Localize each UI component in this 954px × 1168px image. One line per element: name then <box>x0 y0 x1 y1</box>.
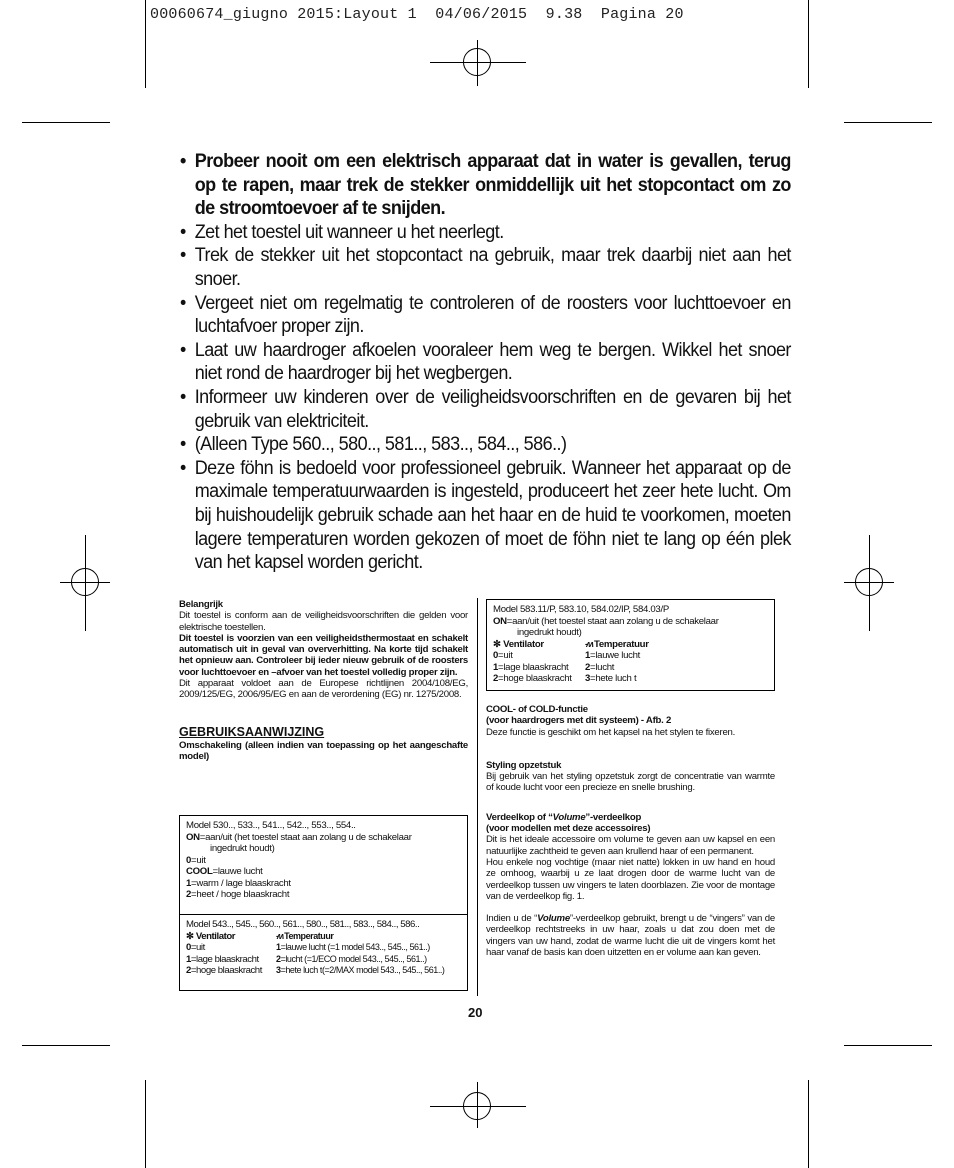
model-line: Model 583.11/P, 583.10, 584.02/IP, 584.03/P <box>493 604 669 615</box>
page-number: 20 <box>468 1005 483 1020</box>
model-table: Model 583.11/P, 583.10, 584.02/IP, 584.03/P ON=aan/uit (het toestel staat aan zolang u de schakelaar ingedrukt houdt) ✻ Ventilator 0=uit 1=lage blaaskracht 2=hoge blaaskracht -ʍ Temperatuur 1=lauwe lucht 2=lucht 3=hete luch t <box>486 599 775 691</box>
warning-item: • Informeer uw kinderen over de veiligheidsvoorschriften en de gevaren bij het gebruik van elektriciteit. <box>180 386 791 433</box>
warning-continued: • Deze föhn is bedoeld voor professioneel gebruik. Wanneer het apparaat op de maximale temperatuurwaarden is ingesteld, produceert het zeer hete lucht. Om bij huishoudelijk gebruik schade aan het haar en de huid te voorkomen, moeten lagere temperaturen worden gekozen of moet de föhn niet te lang op één plek van het kapsel worden gericht. <box>180 457 791 575</box>
model-line: Model 530.., 533.., 541.., 542.., 553.., 554.. <box>186 820 356 831</box>
crop-mark <box>844 122 932 123</box>
crop-mark <box>22 1045 110 1046</box>
model-table: Model 543.., 545.., 560.., 561.., 580.., 581.., 583.., 584.., 586.. ✻ Ventilator 0=uit 1=lage blaaskracht 2=hoge blaaskracht -ʍ Temperatuur 1=lauwe lucht (=1 model 543.., 545.., 561..) 2=lucht (=1/ECO model 543.., 545.., 561..) 3=hete luch t(=2/MAX model 543.., 545.., 561..) <box>179 914 468 991</box>
paragraph: Indien u de “Volume”-verdeelkop gebruikt, brengt u de “vingers” van de verdeelkop rechtstreeks in uw haar, zoals u dat zou doen met de vingers van uw hand, zodat de warme lucht die uit de vingers komt het haar vanaf de basis kan doen uitzetten en er volume aan kan geven. <box>486 913 775 959</box>
paragraph: Dit is het ideale accessoire om volume te geven aan uw kapsel en een natuurlijke zachtheid te geven aan krullend haar of een permanent. <box>486 834 775 857</box>
crop-mark <box>808 0 809 88</box>
crop-mark <box>844 1045 932 1046</box>
section-title: COOL- of COLD-functie <box>486 704 588 715</box>
crop-mark <box>808 1080 809 1168</box>
section-subtitle: (voor haardrogers met dit systeem) - Afb. 2 <box>486 715 672 727</box>
section-title: GEBRUIKSAANWIJZING <box>179 724 325 739</box>
paragraph: Dit toestel is voorzien van een veiligheidsthermostaat en schakelt automatisch uit in geval van oververhitting. Na korte tijd schakelt het opnieuw aan. Controleer bij ieder nieuw gebruik of de roosters voor luchttoevoer en –afvoer van het toestel volledig proper zijn. <box>179 632 468 678</box>
section-title: Styling opzetstuk <box>486 759 562 771</box>
paragraph: Dit toestel is conform aan de veiligheidsvoorschriften die gelden voor elektrische toestellen. <box>179 610 468 633</box>
paragraph: Deze functie is geschikt om het kapsel na het stylen te fixeren. <box>486 726 736 738</box>
paragraph: Bij gebruik van het styling opzetstuk zorgt de concentratie van warmte of koude lucht voor een precieze en snelle brushing. <box>486 771 775 794</box>
warning-item: • Trek de stekker uit het stopcontact na gebruik, maar trek daarbij niet aan het snoer. <box>180 244 791 291</box>
section-subtitle: (voor modellen met deze accessoires) <box>486 823 651 835</box>
heat-icon: -ʍ <box>585 638 592 650</box>
left-column <box>179 599 468 762</box>
subheading: Omschakeling (alleen indien van toepassing op het aangeschafte model) <box>179 739 468 762</box>
crop-mark <box>22 122 110 123</box>
crop-mark <box>145 0 146 88</box>
print-slug: 00060674_giugno 2015:Layout 1 04/06/2015 9.38 Pagina 20 <box>150 6 684 23</box>
paragraph: Dit apparaat voldoet aan de Europese richtlijnen 2004/108/EG, 2009/125/EG, 2006/95/EG en aan de verordening (EG) nr. 1275/2008. <box>179 678 468 701</box>
safety-warnings <box>180 150 791 575</box>
fan-icon: ✻ <box>186 930 194 942</box>
warning-item: • Vergeet niet om regelmatig te controleren of de roosters voor luchttoevoer en luchtafvoer proper zijn. <box>180 292 791 339</box>
warning-item: • Laat uw haardroger afkoelen vooraleer hem weg te bergen. Wikkel het snoer niet rond de haardroger bij het wegbergen. <box>180 339 791 386</box>
warning-item: • Probeer nooit om een elektrisch apparaat dat in water is gevallen, terug op te rapen, maar trek de stekker onmiddellijk uit het stopcontact om zo de stroomtoevoer af te snijden. <box>180 150 791 221</box>
warning-item: • (Alleen Type 560.., 580.., 581.., 583.., 584.., 586..) <box>180 433 791 457</box>
fan-icon: ✻ <box>493 638 501 650</box>
section-title: Belangrijk <box>179 599 223 610</box>
section-title: Verdeelkop of “Volume”-verdeelkop <box>486 811 642 823</box>
heat-icon: -ʍ <box>276 930 282 941</box>
column-divider <box>477 598 478 996</box>
warning-item: • Zet het toestel uit wanneer u het neerlegt. <box>180 221 791 245</box>
model-line: Model 543.., 545.., 560.., 561.., 580.., 581.., 583.., 584.., 586.. <box>186 919 420 930</box>
crop-mark <box>145 1080 146 1168</box>
right-column <box>486 704 775 958</box>
paragraph: Hou enkele nog vochtige (maar niet natte) lokken in uw hand en houd ze omhoog, waarbij u ze laat drogen door de warme lucht van de verdeelkop tussen uw vingers te laten doorblazen. Zie voor de montage van de verdeelkop fig. 1. <box>486 856 775 902</box>
model-table: Model 530.., 533.., 541.., 542.., 553.., 554.. ON=aan/uit (het toestel staat aan zolang u de schakelaar ingedrukt houdt) 0=uit COOL=lauwe lucht 1=warm / lage blaaskracht 2=heet / hoge blaaskracht <box>179 815 468 915</box>
